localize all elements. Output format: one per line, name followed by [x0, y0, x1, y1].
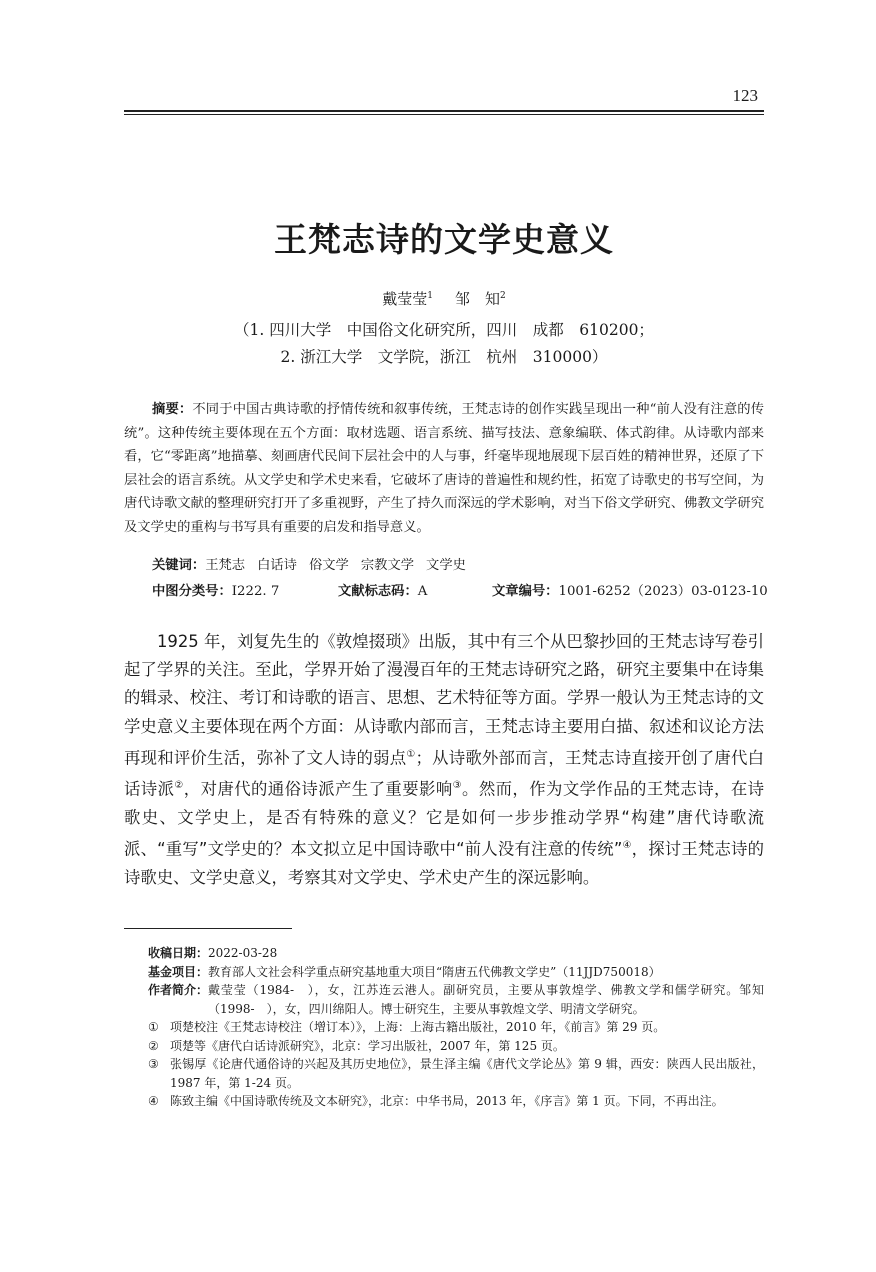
affiliation: （1. 四川大学 中国俗文化研究所，四川 成都 610200；	[234, 321, 654, 339]
footnote-rule	[124, 928, 292, 929]
author-name: 邹 知	[455, 290, 501, 308]
keywords-label: 关键词：	[152, 558, 206, 573]
article-title: 王梵志诗的文学史意义	[274, 220, 614, 259]
abstract-text: 不同于中国古典诗歌的抒情传统和叙事传统，王梵志诗的创作实践呈现出一种“前人没有注意的传统”。这种传统主要体现在五个方面：取材选题、语言系统、描写技法、意象编联、体式韵律。从诗歌内部来看，它“零距离”地描摹、刻画唐代民间下层社会中的人与事，纤毫毕现地展现下层百姓的精神世界，还原了下层社会的语言系统。从文学史和学术史来看，它破坏了唐诗的普遍性和规约性，拓宽了诗歌史的书写空间，为唐代诗歌文献的整理研究打开了多重视野，产生了持久而深远的学术影响，对当下俗文学研究、佛教文学研究及文学史的重构与书写具有重要的启发和指导意义。	[124, 402, 765, 535]
keyword: 白话诗	[257, 558, 297, 573]
footnote-ref[interactable]: ③	[452, 780, 463, 792]
keywords	[152, 554, 478, 573]
footnote-ref[interactable]: ②	[174, 780, 184, 792]
abstract	[124, 398, 764, 539]
footnotes	[148, 944, 764, 1111]
page-number: 123	[732, 86, 758, 105]
footnote-item: ① 项楚校注《王梵志诗校注（增订本）》，上海：上海古籍出版社，2010 年，《前言》第 29 页。	[148, 1020, 666, 1034]
footnote-ref[interactable]: ④	[622, 840, 632, 852]
keyword: 文学史	[426, 558, 466, 573]
body-paragraph: 1925 年，刘复先生的《敦煌掇琐》出版，其中有三个从巴黎抄回的王梵志诗写卷引起了学界的关注。至此，学界开始了漫漫百年的王梵志诗研究之路，研究主要集中在诗集的辑录、校注、考订和诗歌的语言、思想、艺术特征等方面。学界一般认为王梵志诗的文学史意义主要体现在两个方面：从诗歌内部而言，王梵志诗主要用白描、叙述和议论方法再现和评价生活，弥补了文人诗的弱点①；从诗歌外部而言，王梵志诗直接开创了唐代白话诗派②，对唐代的通俗诗派产生了重要影响③。然而，作为文学作品的王梵志诗，在诗歌史、文学史上，是否有特殊的意义？它是如何一步步推动学界“构建”唐代诗歌流派、“重写”文学史的？本文拟立足中国诗歌中“前人没有注意的传统”④，探讨王梵志诗的诗歌史、文学史意义，考察其对文学史、学术史产生的深远影响。	[124, 632, 765, 888]
header-rule	[124, 110, 764, 112]
received-date: 收稿日期： 2022-03-28	[148, 946, 278, 960]
fund-project: 基金项目： 教育部人文社会科学重点研究基地重大项目“隋唐五代佛教文学史”（11JJD750018）	[148, 964, 661, 979]
header-rule-thin	[124, 114, 764, 115]
keyword: 俗文学	[308, 558, 349, 573]
footnote-item: ④ 陈致主编《中国诗歌传统及文本研究》，北京：中华书局，2013 年，《序言》第 1 页。下同，不再出注。	[148, 1094, 724, 1108]
affiliation-mark: 1	[427, 291, 433, 301]
footnote-item: ② 项楚等《唐代白话诗派研究》，北京：学习出版社，2007 年，第 125 页。	[148, 1038, 565, 1053]
author-name: 戴莹莹	[382, 290, 428, 308]
keyword: 宗教文学	[360, 558, 415, 573]
footnote-item: ③ 张锡厚《论唐代通俗诗的兴起及其历史地位》，景生泽主编《唐代文学论丛》第 9 辑，西安：陕西人民出版社，1987 年，第 1-24 页。	[148, 1057, 764, 1090]
author-line	[124, 288, 764, 309]
footnote-ref[interactable]: ①	[406, 748, 416, 760]
article-number: 文章编号：1001-6252（2023）03-0123-10	[492, 584, 768, 599]
keyword: 王梵志	[205, 558, 246, 573]
author-bio: 作者简介： 戴莹莹（1984- ），女，江苏连云港人。副研究员，主要从事敦煌学、佛教文学和儒学研究。邹知（1998- ），女，四川绵阳人。博士研究生，主要从事敦煌文学、明清文学研究。	[148, 983, 764, 1016]
clc-number: 中图分类号：I222. 7	[152, 584, 280, 599]
abstract-label: 摘要：	[152, 402, 193, 417]
document-code: 文献标志码：A	[338, 584, 428, 599]
affiliation-mark: 2	[500, 291, 506, 301]
affiliation: 2. 浙江大学 文学院，浙江 杭州 310000）	[280, 348, 608, 366]
